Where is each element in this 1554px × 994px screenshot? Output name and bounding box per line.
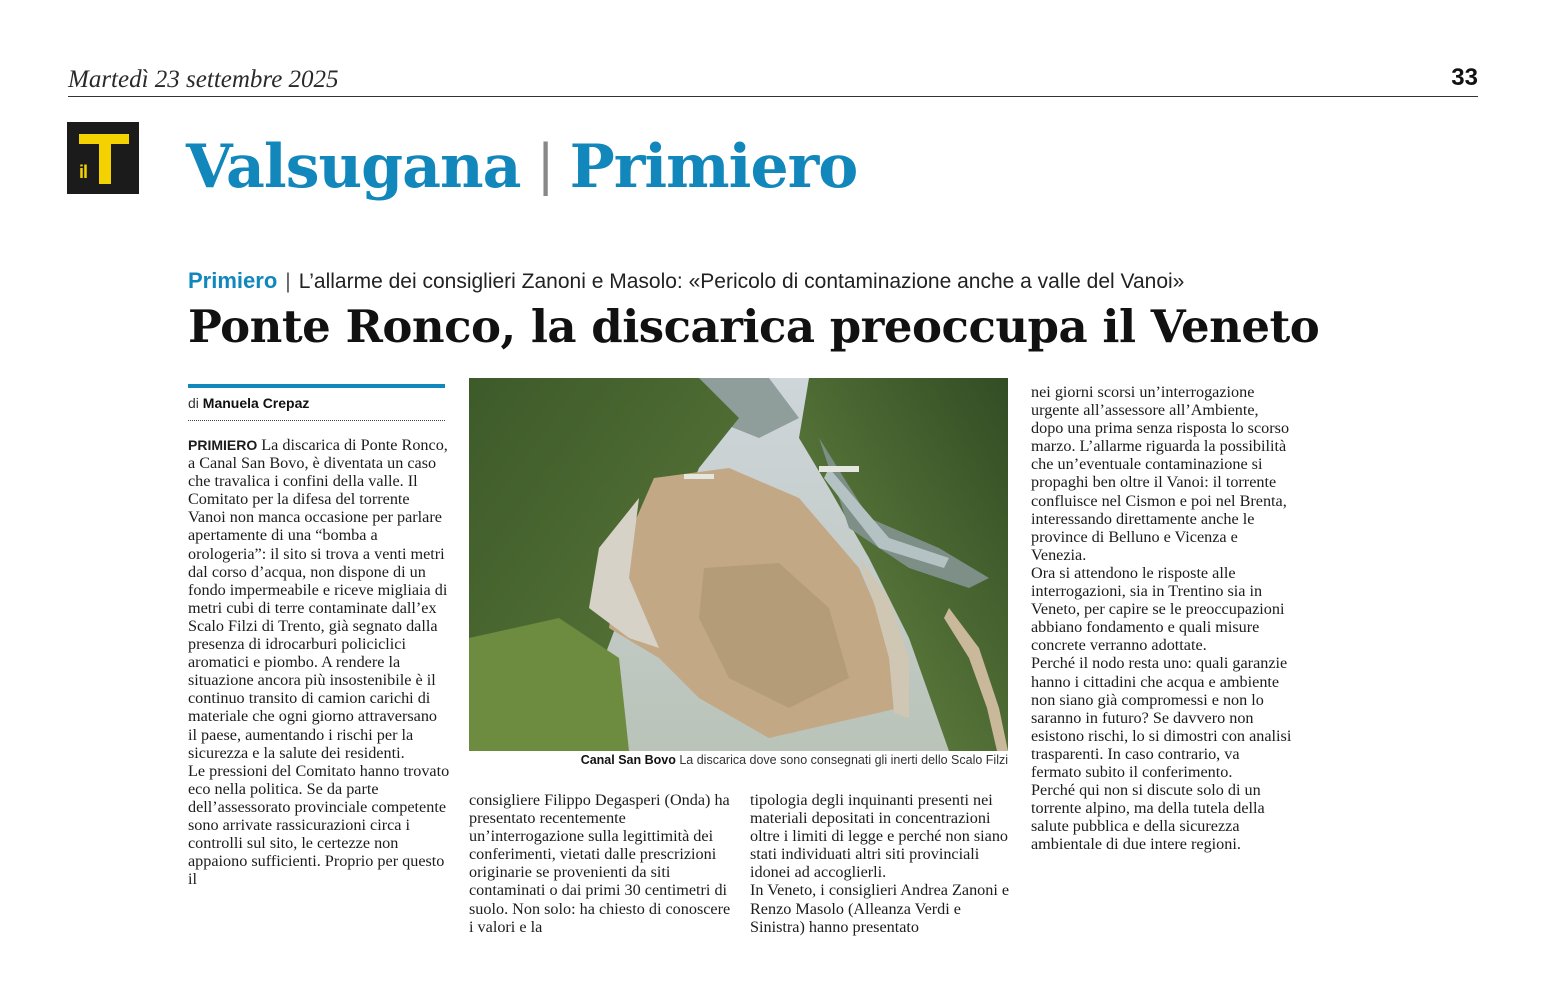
article-column-3 — [750, 791, 1012, 936]
issue-date: Martedì 23 settembre 2025 — [68, 66, 339, 93]
paragraph: Ora si attendono le risposte alle interrogazioni, sia in Trentino sia in Veneto, per capire se le preoccupazioni abbiano fondamento e quali misure concrete verranno adottate. — [1031, 563, 1285, 655]
paragraph — [188, 436, 450, 762]
paragraph: Le pressioni del Comitato hanno trovato eco nella politica. Se da parte dell’assessorato provinciale competente sono arrivate rassicurazioni circa i controlli sul sito, le certezze non appaiono sufficienti. Proprio per questo il — [188, 761, 450, 889]
paragraph-text: La discarica di Ponte Ronco, a Canal San Bovo, è diventata un caso che travalica i confini della valle. Il Comitato per la difesa del torrente Vanoi non manca occasione per parlare apertamente di una “bomba a orologeria”: il sito si trova a venti metri dal corso d’acqua, non dispone di un fondo impermeabile e riceve migliaia di metri cubi di terre contaminate dall’ex Scalo Filzi di Trento, già segnato dalla presenza di idrocarburi policiclici aromatici e piombo. A rendere la situazione ancora più insostenibile è il continuo transito di camion carichi di materiale che ogni giorno attraversano il paese, aumentando i rischi per la sicurezza e la salute dei residenti. — [188, 436, 448, 762]
byline — [188, 395, 309, 411]
page-number: 33 — [1451, 64, 1478, 91]
paragraph: nei giorni scorsi un’interrogazione urgente all’assessore all’Ambiente, dopo una prima senza risposta lo scorso marzo. L’allarme riguarda la possibilità che un’eventuale contaminazione si propaghi ben oltre il Vanoi: il torrente confluisce nel Cismon e poi nel Brenta, interessando direttamente anche le province di Belluno e Vicenza e Venezia. — [1031, 383, 1290, 564]
article-photo — [469, 378, 1008, 751]
article-kicker — [188, 268, 1184, 294]
article-headline: Ponte Ronco, la discarica preoccupa il Veneto — [188, 300, 1320, 353]
logo-il-text: il — [79, 162, 88, 182]
article-column-1 — [188, 436, 450, 888]
section-primary: Valsugana — [186, 132, 521, 202]
article-column-2 — [469, 791, 731, 936]
logo-t-bar-vertical — [99, 134, 111, 184]
article-column-4 — [1031, 383, 1293, 853]
author-rule — [188, 384, 445, 388]
lead-location: PRIMIERO — [188, 437, 258, 453]
section-separator: | — [536, 133, 554, 196]
section-title — [186, 132, 857, 202]
kicker-separator: | — [285, 270, 291, 293]
photo-caption — [469, 753, 1008, 767]
section-secondary: Primiero — [569, 132, 858, 202]
paragraph: Perché il nodo resta uno: quali garanzie hanno i cittadini che acqua e ambiente non siano già compromessi e non lo saranno in futuro? Se davvero non esistono rischi, lo si dimostri con analisi trasparenti. In caso contrario, va fermato subito il conferimento. — [1031, 654, 1292, 781]
paragraph: tipologia degli inquinanti presenti nei materiali depositati in concentrazioni oltre i limiti di legge e perché non siano stati individuati altri siti provinciali idonei ad accoglierli. — [750, 791, 1009, 882]
caption-location: Canal San Bovo — [580, 753, 676, 767]
newspaper-logo — [67, 122, 139, 194]
caption-text: La discarica dove sono consegnati gli inerti dello Scalo Filzi — [679, 753, 1008, 767]
paragraph: consigliere Filippo Degasperi (Onda) ha presentato recentemente un’interrogazione sulla legittimità dei conferimenti, vietati dalle prescrizioni originarie se provenienti da siti contaminati o dai primi 30 centimetri di suolo. Non solo: ha chiesto di conoscere i valori e la — [469, 791, 731, 936]
paragraph: Perché qui non si discute solo di un torrente alpino, ma della tutela della salute pubblica e della sicurezza ambientale di due intere regioni. — [1031, 781, 1265, 854]
paragraph: In Veneto, i consiglieri Andrea Zanoni e Renzo Masolo (Alleanza Verdi e Sinistra) hanno presentato — [750, 881, 1010, 936]
byline-dotted-rule — [188, 420, 445, 421]
header-rule — [68, 96, 1478, 97]
kicker-section: Primiero — [188, 268, 278, 293]
kicker-text: L’allarme dei consiglieri Zanoni e Masolo: «Pericolo di contaminazione anche a valle del Vanoi» — [298, 270, 1185, 293]
author-name: Manuela Crepaz — [202, 395, 310, 411]
landfill-photo-illustration — [469, 378, 1008, 751]
byline-prefix: di — [188, 395, 199, 411]
